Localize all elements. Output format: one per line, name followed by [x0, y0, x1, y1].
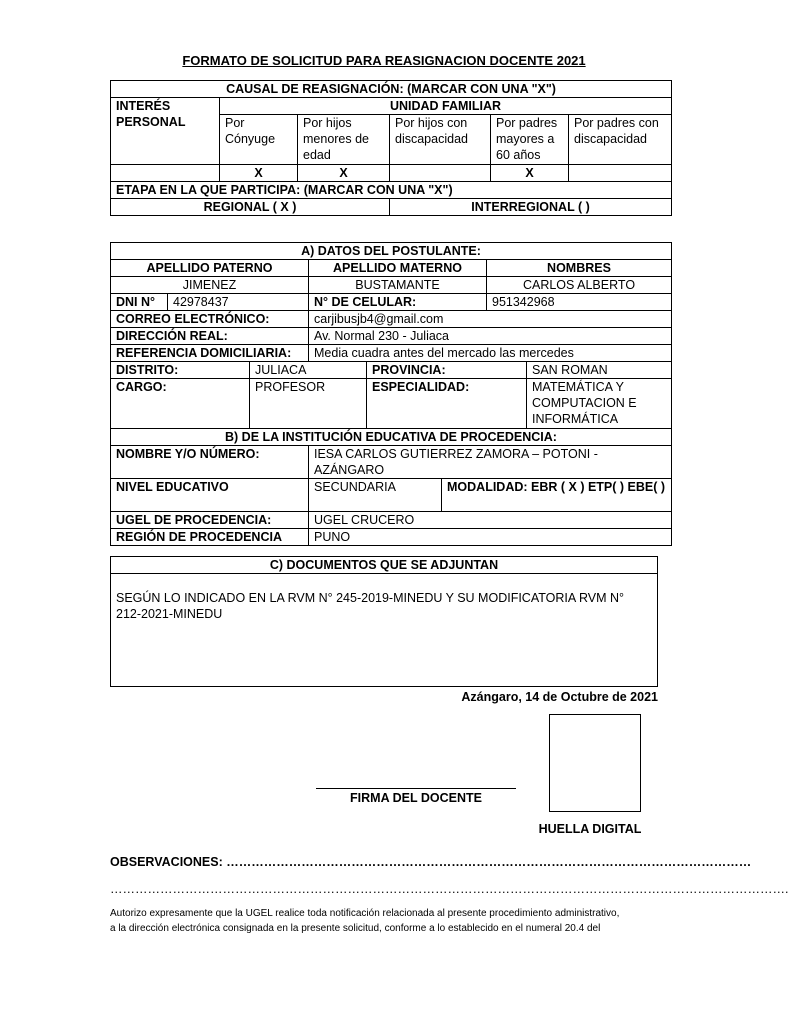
celular-label: N° DE CELULAR: [309, 294, 487, 311]
modalidad-field[interactable]: MODALIDAD: EBR ( X ) ETP( ) EBE( ) [442, 479, 672, 512]
apellido-materno-value[interactable]: BUSTAMANTE [309, 277, 487, 294]
dni-label: DNI N° [111, 294, 168, 311]
celular-value[interactable]: 951342968 [487, 294, 672, 311]
cargo-label: CARGO: [111, 379, 250, 429]
option-conyuge-label: Por Cónyuge [220, 115, 298, 165]
provincia-label: PROVINCIA: [367, 362, 527, 379]
direccion-label: DIRECCIÓN REAL: [111, 328, 309, 345]
documentos-table [110, 556, 658, 687]
regional-option[interactable]: REGIONAL ( X ) [111, 199, 390, 216]
huella-label: HUELLA DIGITAL [538, 822, 642, 836]
documentos-header: C) DOCUMENTOS QUE SE ADJUNTAN [111, 557, 658, 574]
huella-box[interactable] [549, 714, 641, 812]
postulante-header: A) DATOS DEL POSTULANTE: [111, 243, 672, 260]
fecha: Azángaro, 14 de Octubre de 2021 [461, 690, 658, 704]
institucion-header: B) DE LA INSTITUCIÓN EDUCATIVA DE PROCEDENCIA: [111, 429, 672, 446]
autorizo-line-2: a la dirección electrónica consignada en la presente solicitud, conforme a lo establecido en el numeral 20.4 del [110, 923, 601, 934]
interes-mark[interactable] [111, 165, 220, 182]
direccion-value[interactable]: Av. Normal 230 - Juliaca [309, 328, 672, 345]
especialidad-value[interactable]: MATEMÁTICA Y COMPUTACION E INFORMÁTICA [527, 379, 672, 429]
mark-padres-discapacidad[interactable] [569, 165, 672, 182]
mark-padres-mayores[interactable]: X [491, 165, 569, 182]
col-nombres: NOMBRES [487, 260, 672, 277]
firma-line [316, 788, 516, 789]
option-padres-discapacidad-label: Por padres con discapacidad [569, 115, 672, 165]
nombre-ie-value[interactable]: IESA CARLOS GUTIERREZ ZAMORA – POTONI - AZÁNGARO [309, 446, 672, 479]
firma-label: FIRMA DEL DOCENTE [350, 791, 482, 805]
cargo-value[interactable]: PROFESOR [250, 379, 367, 429]
correo-label: CORREO ELECTRÓNICO: [111, 311, 309, 328]
correo-value[interactable]: carjibusjb4@gmail.com [309, 311, 672, 328]
region-value[interactable]: PUNO [309, 529, 672, 546]
mark-hijos-discapacidad[interactable] [390, 165, 491, 182]
autorizo-line-1: Autorizo expresamente que la UGEL realice toda notificación relacionada al presente procedimiento administrativo, [110, 908, 620, 919]
distrito-value[interactable]: JULIACA [250, 362, 367, 379]
region-label: REGIÓN DE PROCEDENCIA [111, 529, 309, 546]
page-title: FORMATO DE SOLICITUD PARA REASIGNACION DOCENTE 2021 [182, 53, 586, 68]
option-hijos-discapacidad-label: Por hijos con discapacidad [390, 115, 491, 165]
col-apellido-materno: APELLIDO MATERNO [309, 260, 487, 277]
mark-hijos-menores[interactable]: X [298, 165, 390, 182]
interregional-option[interactable]: INTERREGIONAL ( ) [390, 199, 672, 216]
documentos-text[interactable]: SEGÚN LO INDICADO EN LA RVM N° 245-2019-MINEDU Y SU MODIFICATORIA RVM N° 212-2021-MINEDU [111, 574, 658, 687]
apellido-paterno-value[interactable]: JIMENEZ [111, 277, 309, 294]
nivel-value[interactable]: SECUNDARIA [309, 479, 442, 512]
referencia-label: REFERENCIA DOMICILIARIA: [111, 345, 309, 362]
option-hijos-menores-label: Por hijos menores de edad [298, 115, 390, 165]
postulante-table [110, 242, 672, 546]
causal-table [110, 80, 672, 216]
observaciones[interactable]: OBSERVACIONES: ……………………………………………………………………………………………………………… [110, 855, 752, 869]
provincia-value[interactable]: SAN ROMAN [527, 362, 672, 379]
nivel-label: NIVEL EDUCATIVO [111, 479, 309, 512]
causal-header: CAUSAL DE REASIGNACIÓN: (MARCAR CON UNA "X") [111, 81, 672, 98]
etapa-header: ETAPA EN LA QUE PARTICIPA: (MARCAR CON UNA "X") [111, 182, 672, 199]
dots-line[interactable]: ………………………………………………………………………………………………………………………………………………. [110, 882, 788, 896]
referencia-value[interactable]: Media cuadra antes del mercado las mercedes [309, 345, 672, 362]
distrito-label: DISTRITO: [111, 362, 250, 379]
ugel-label: UGEL DE PROCEDENCIA: [111, 512, 309, 529]
dni-value[interactable]: 42978437 [168, 294, 309, 311]
col-apellido-paterno: APELLIDO PATERNO [111, 260, 309, 277]
ugel-value[interactable]: UGEL CRUCERO [309, 512, 672, 529]
especialidad-label: ESPECIALIDAD: [367, 379, 527, 429]
nombre-ie-label: NOMBRE Y/O NÚMERO: [111, 446, 309, 479]
unidad-familiar-label: UNIDAD FAMILIAR [220, 98, 672, 115]
mark-conyuge[interactable]: X [220, 165, 298, 182]
option-padres-mayores-label: Por padres mayores a 60 años [491, 115, 569, 165]
interes-personal-label: INTERÉS PERSONAL [111, 98, 220, 165]
nombres-value[interactable]: CARLOS ALBERTO [487, 277, 672, 294]
